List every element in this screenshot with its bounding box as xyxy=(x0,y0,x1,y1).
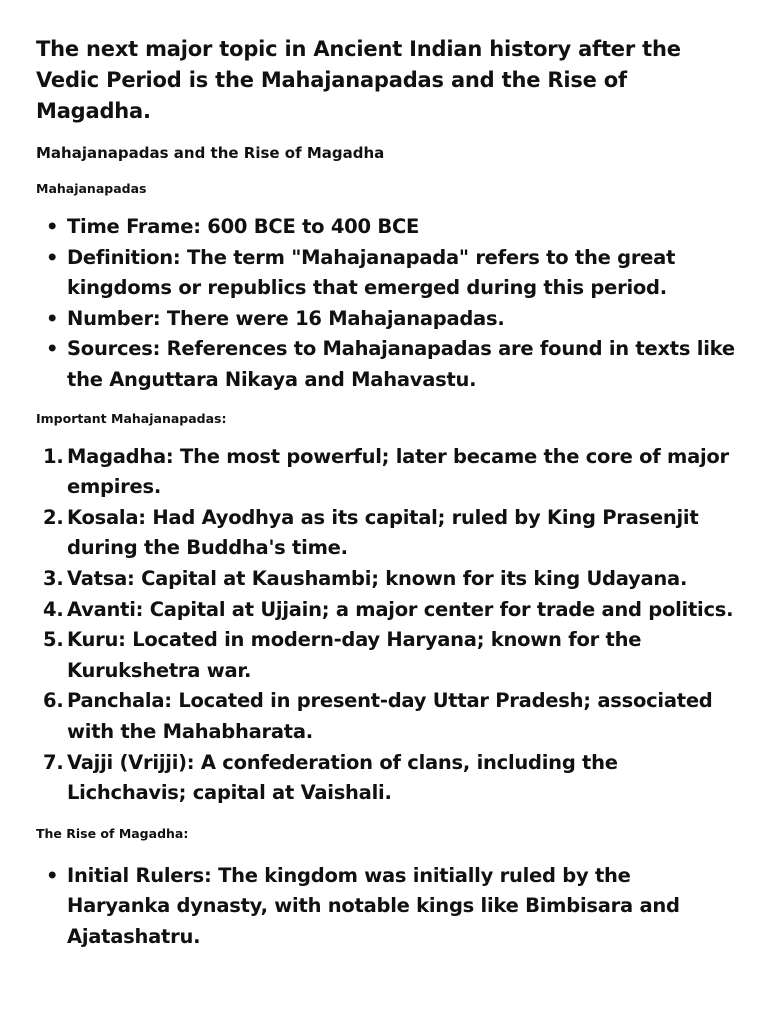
bullet-icon: • xyxy=(46,337,59,361)
important-heading: Important Mahajanapadas: xyxy=(36,410,227,426)
list-number: 5. xyxy=(43,628,64,652)
list-item xyxy=(36,595,738,626)
list-item xyxy=(36,243,738,304)
list-number: 2. xyxy=(43,505,64,529)
list-item xyxy=(36,503,738,564)
mahajanapadas-list xyxy=(36,212,738,396)
rise-of-magadha-heading: The Rise of Magadha: xyxy=(36,825,189,841)
list-item-text: Initial Rulers: The kingdom was initially ruled by the Haryanka dynasty, with notable kings like Bimbisara and Ajatashatru. xyxy=(67,863,680,948)
bullet-icon: • xyxy=(46,306,59,330)
list-item-text: Panchala: Located in present-day Uttar Pradesh; associated with the Mahabharata. xyxy=(67,689,713,743)
list-number: 6. xyxy=(43,689,64,713)
list-item xyxy=(36,625,738,686)
list-item-text: Kosala: Had Ayodhya as its capital; ruled by King Prasenjit during the Buddha's time. xyxy=(67,505,699,560)
list-item-text: Time Frame: 600 BCE to 400 BCE xyxy=(67,215,420,238)
rise-of-magadha-list xyxy=(36,861,738,953)
mahajanapadas-heading: Mahajanapadas xyxy=(36,181,147,196)
list-item xyxy=(36,686,738,747)
list-item xyxy=(36,212,738,243)
list-item-text: Definition: The term "Mahajanapada" refers to the great kingdoms or republics that emerged during this period. xyxy=(67,245,676,300)
list-item-text: Vatsa: Capital at Kaushambi; known for its king Udayana. xyxy=(67,566,688,590)
list-number: 3. xyxy=(43,566,64,590)
list-item-text: Number: There were 16 Mahajanapadas. xyxy=(67,306,505,330)
section-title: Mahajanapadas and the Rise of Magadha xyxy=(36,144,385,162)
list-item xyxy=(36,334,738,395)
important-mahajanapadas-list xyxy=(36,442,738,809)
list-number: 7. xyxy=(43,750,64,774)
list-item xyxy=(36,304,738,335)
list-item-text: Kuru: Located in modern-day Haryana; known for the Kurukshetra war. xyxy=(67,628,642,682)
list-item xyxy=(36,564,738,595)
list-item-text: Magadha: The most powerful; later became the core of major empires. xyxy=(67,444,729,499)
list-item-text: Avanti: Capital at Ujjain; a major center for trade and politics. xyxy=(67,597,734,621)
list-item xyxy=(36,442,738,503)
list-item xyxy=(36,748,738,809)
list-number: 4. xyxy=(43,597,64,621)
list-item-text: Sources: References to Mahajanapadas are found in texts like the Anguttara Nikaya and Mahavastu. xyxy=(67,337,735,391)
intro-paragraph: The next major topic in Ancient Indian history after the Vedic Period is the Mahajanapadas and the Rise of Magadha. xyxy=(36,37,681,123)
list-item xyxy=(36,861,738,953)
bullet-icon: • xyxy=(46,863,59,887)
bullet-icon: • xyxy=(46,245,59,269)
list-item-text: Vajji (Vrijji): A confederation of clans, including the Lichchavis; capital at Vaishali. xyxy=(67,750,618,805)
list-number: 1. xyxy=(43,444,64,468)
bullet-icon: • xyxy=(46,215,59,238)
